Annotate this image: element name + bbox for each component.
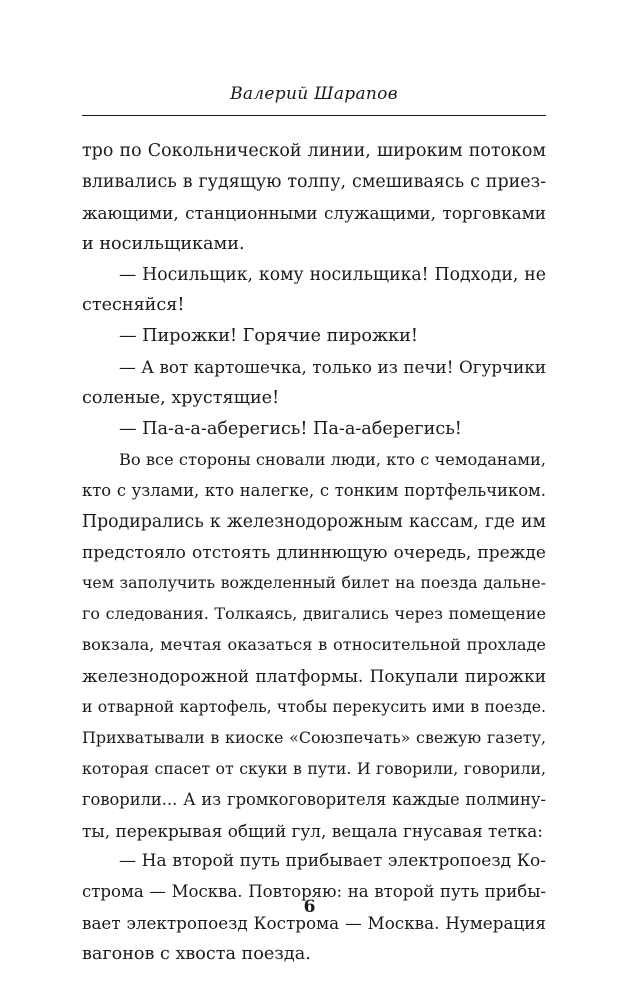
text-line: вокзала, мечтая оказаться в относительной прохладе: [82, 635, 546, 655]
text-line: вает электропоезд Кострома — Москва. Нумерация: [82, 913, 546, 934]
text-line: — А вот картошечка, только из печи! Огурчики: [119, 357, 546, 378]
text-line: чем заполучить вожделенный билет на поезда дальне-: [82, 573, 546, 593]
text-line: — Носильщик, кому носильщика! Подходи, не: [119, 264, 546, 285]
running-head: Валерий Шарапов: [230, 84, 398, 104]
text-line: Продирались к железнодорожным кассам, где им: [82, 511, 546, 532]
text-line: строма — Москва. Повторяю: на второй путь прибы-: [82, 882, 546, 902]
text-line: предстояло отстоять длиннющую очередь, прежде: [82, 542, 546, 563]
text-line: которая спасет от скуки в пути. И говорили, говорили,: [82, 758, 546, 778]
text-line: ты, перекрывая общий гул, вещала гнусавая тетка:: [82, 820, 543, 841]
text-line: и носильщиками.: [82, 233, 245, 254]
text-line: — Пирожки! Горячие пирожки!: [119, 326, 418, 347]
text-line: Прихватывали в киоске «Союзпечать» свежую газету,: [82, 727, 546, 747]
text-line: Во все стороны сновали люди, кто с чемоданами,: [119, 449, 546, 469]
text-line: — На второй путь прибывает электропоезд Ко-: [119, 851, 546, 872]
text-line: вливались в гудящую толпу, смешиваясь с приез-: [82, 171, 546, 192]
text-line: тро по Сокольнической линии, широким потоком: [82, 141, 546, 161]
body-text: [82, 136, 546, 970]
text-line: и отварной картофель, чтобы перекусить ими в поезде.: [82, 697, 546, 717]
text-line: железнодорожной платформы. Покупали пирожки: [82, 666, 546, 687]
text-line: кто с узлами, кто налегке, с тонким портфельчиком.: [82, 480, 546, 500]
text-line: вагонов с хвоста поезда.: [82, 944, 311, 965]
text-line: жающими, станционными служащими, торговками: [82, 202, 546, 223]
page-number: 6: [303, 897, 316, 917]
text-line: го следования. Толкаясь, двигались через помещение: [82, 604, 546, 624]
text-line: соленые, хрустящие!: [82, 388, 280, 409]
text-line: — Па-а-а-аберегись! Па-а-аберегись!: [119, 419, 462, 440]
text-line: говорили... А из громкоговорителя каждые полмину-: [82, 789, 546, 809]
text-line: стесняйся!: [82, 295, 185, 316]
header-rule: [82, 115, 546, 116]
